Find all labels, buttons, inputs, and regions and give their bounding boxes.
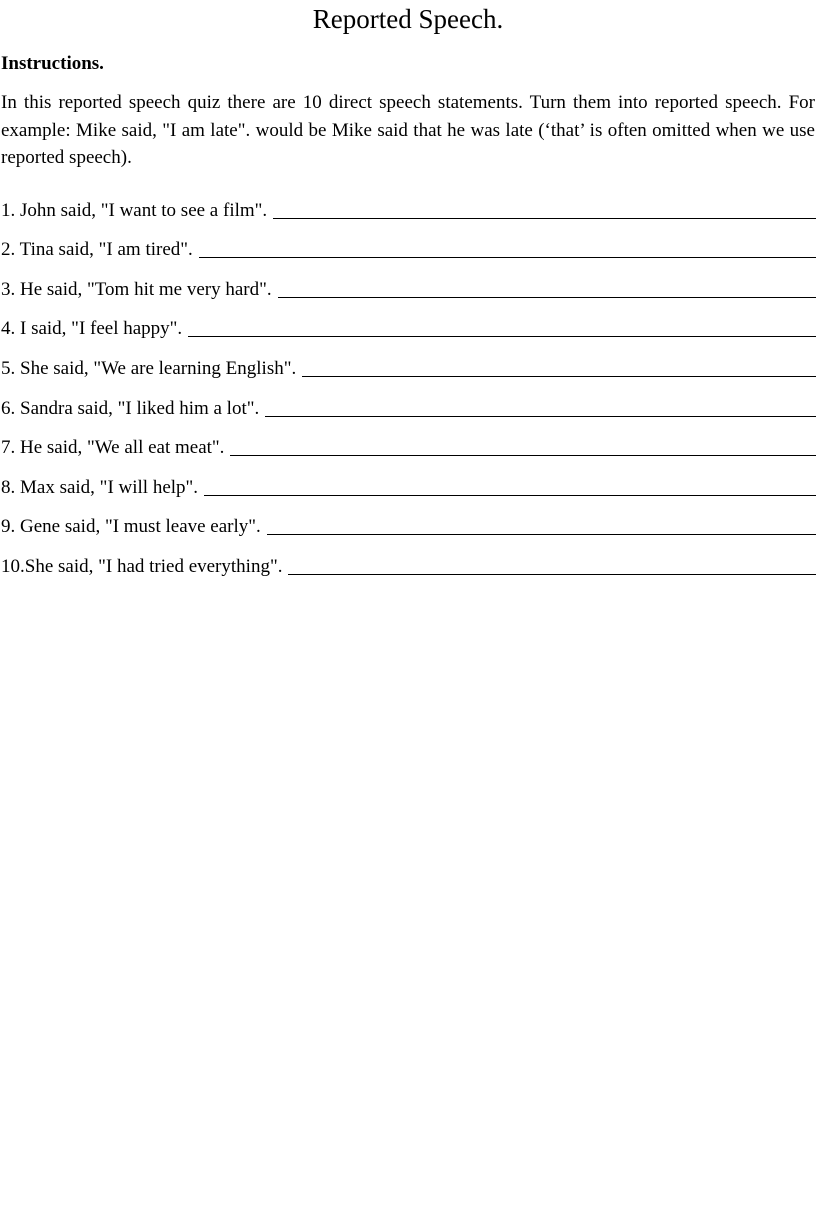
question-item: [1, 381, 816, 421]
answer-line[interactable]: [267, 534, 816, 535]
question-item: [1, 183, 816, 223]
answer-line[interactable]: [204, 495, 816, 496]
answer-line[interactable]: [188, 336, 816, 337]
answer-line[interactable]: [288, 574, 816, 575]
question-list: [1, 183, 816, 579]
page-title: Reported Speech.: [312, 4, 504, 34]
question-item: [1, 500, 816, 540]
instructions-text: In this reported speech quiz there are 10 direct speech statements. Turn them into reported speech. For example: Mike said, "I am late". would be Mike said that he was late (‘that’ is often omitted when we use reported speech).: [1, 92, 815, 168]
question-text: 4. I said, "I feel happy".: [1, 318, 183, 340]
answer-line[interactable]: [265, 416, 816, 417]
question-text: 7. He said, "We all eat meat".: [1, 437, 225, 459]
question-text: 6. Sandra said, "I liked him a lot".: [1, 397, 260, 419]
question-text: 10.She said, "I had tried everything".: [1, 555, 283, 577]
question-text: 9. Gene said, "I must leave early".: [1, 516, 261, 538]
instructions-heading: Instructions.: [1, 53, 104, 74]
question-item: [1, 302, 816, 342]
answer-line[interactable]: [302, 376, 816, 377]
question-item: [1, 421, 816, 461]
question-text: 3. He said, "Tom hit me very hard".: [1, 278, 272, 300]
question-text: 1. John said, "I want to see a film".: [1, 199, 268, 221]
question-item: [1, 262, 816, 302]
question-item: [1, 460, 816, 500]
question-text: 2. Tina said, "I am tired".: [1, 239, 193, 261]
question-text: 8. Max said, "I will help".: [1, 476, 199, 498]
answer-line[interactable]: [273, 218, 816, 219]
question-item: [1, 539, 816, 579]
question-text: 5. She said, "We are learning English".: [1, 357, 297, 379]
question-item: [1, 223, 816, 263]
question-item: [1, 341, 816, 381]
answer-line[interactable]: [278, 297, 816, 298]
answer-line[interactable]: [199, 257, 816, 258]
answer-line[interactable]: [230, 455, 816, 456]
